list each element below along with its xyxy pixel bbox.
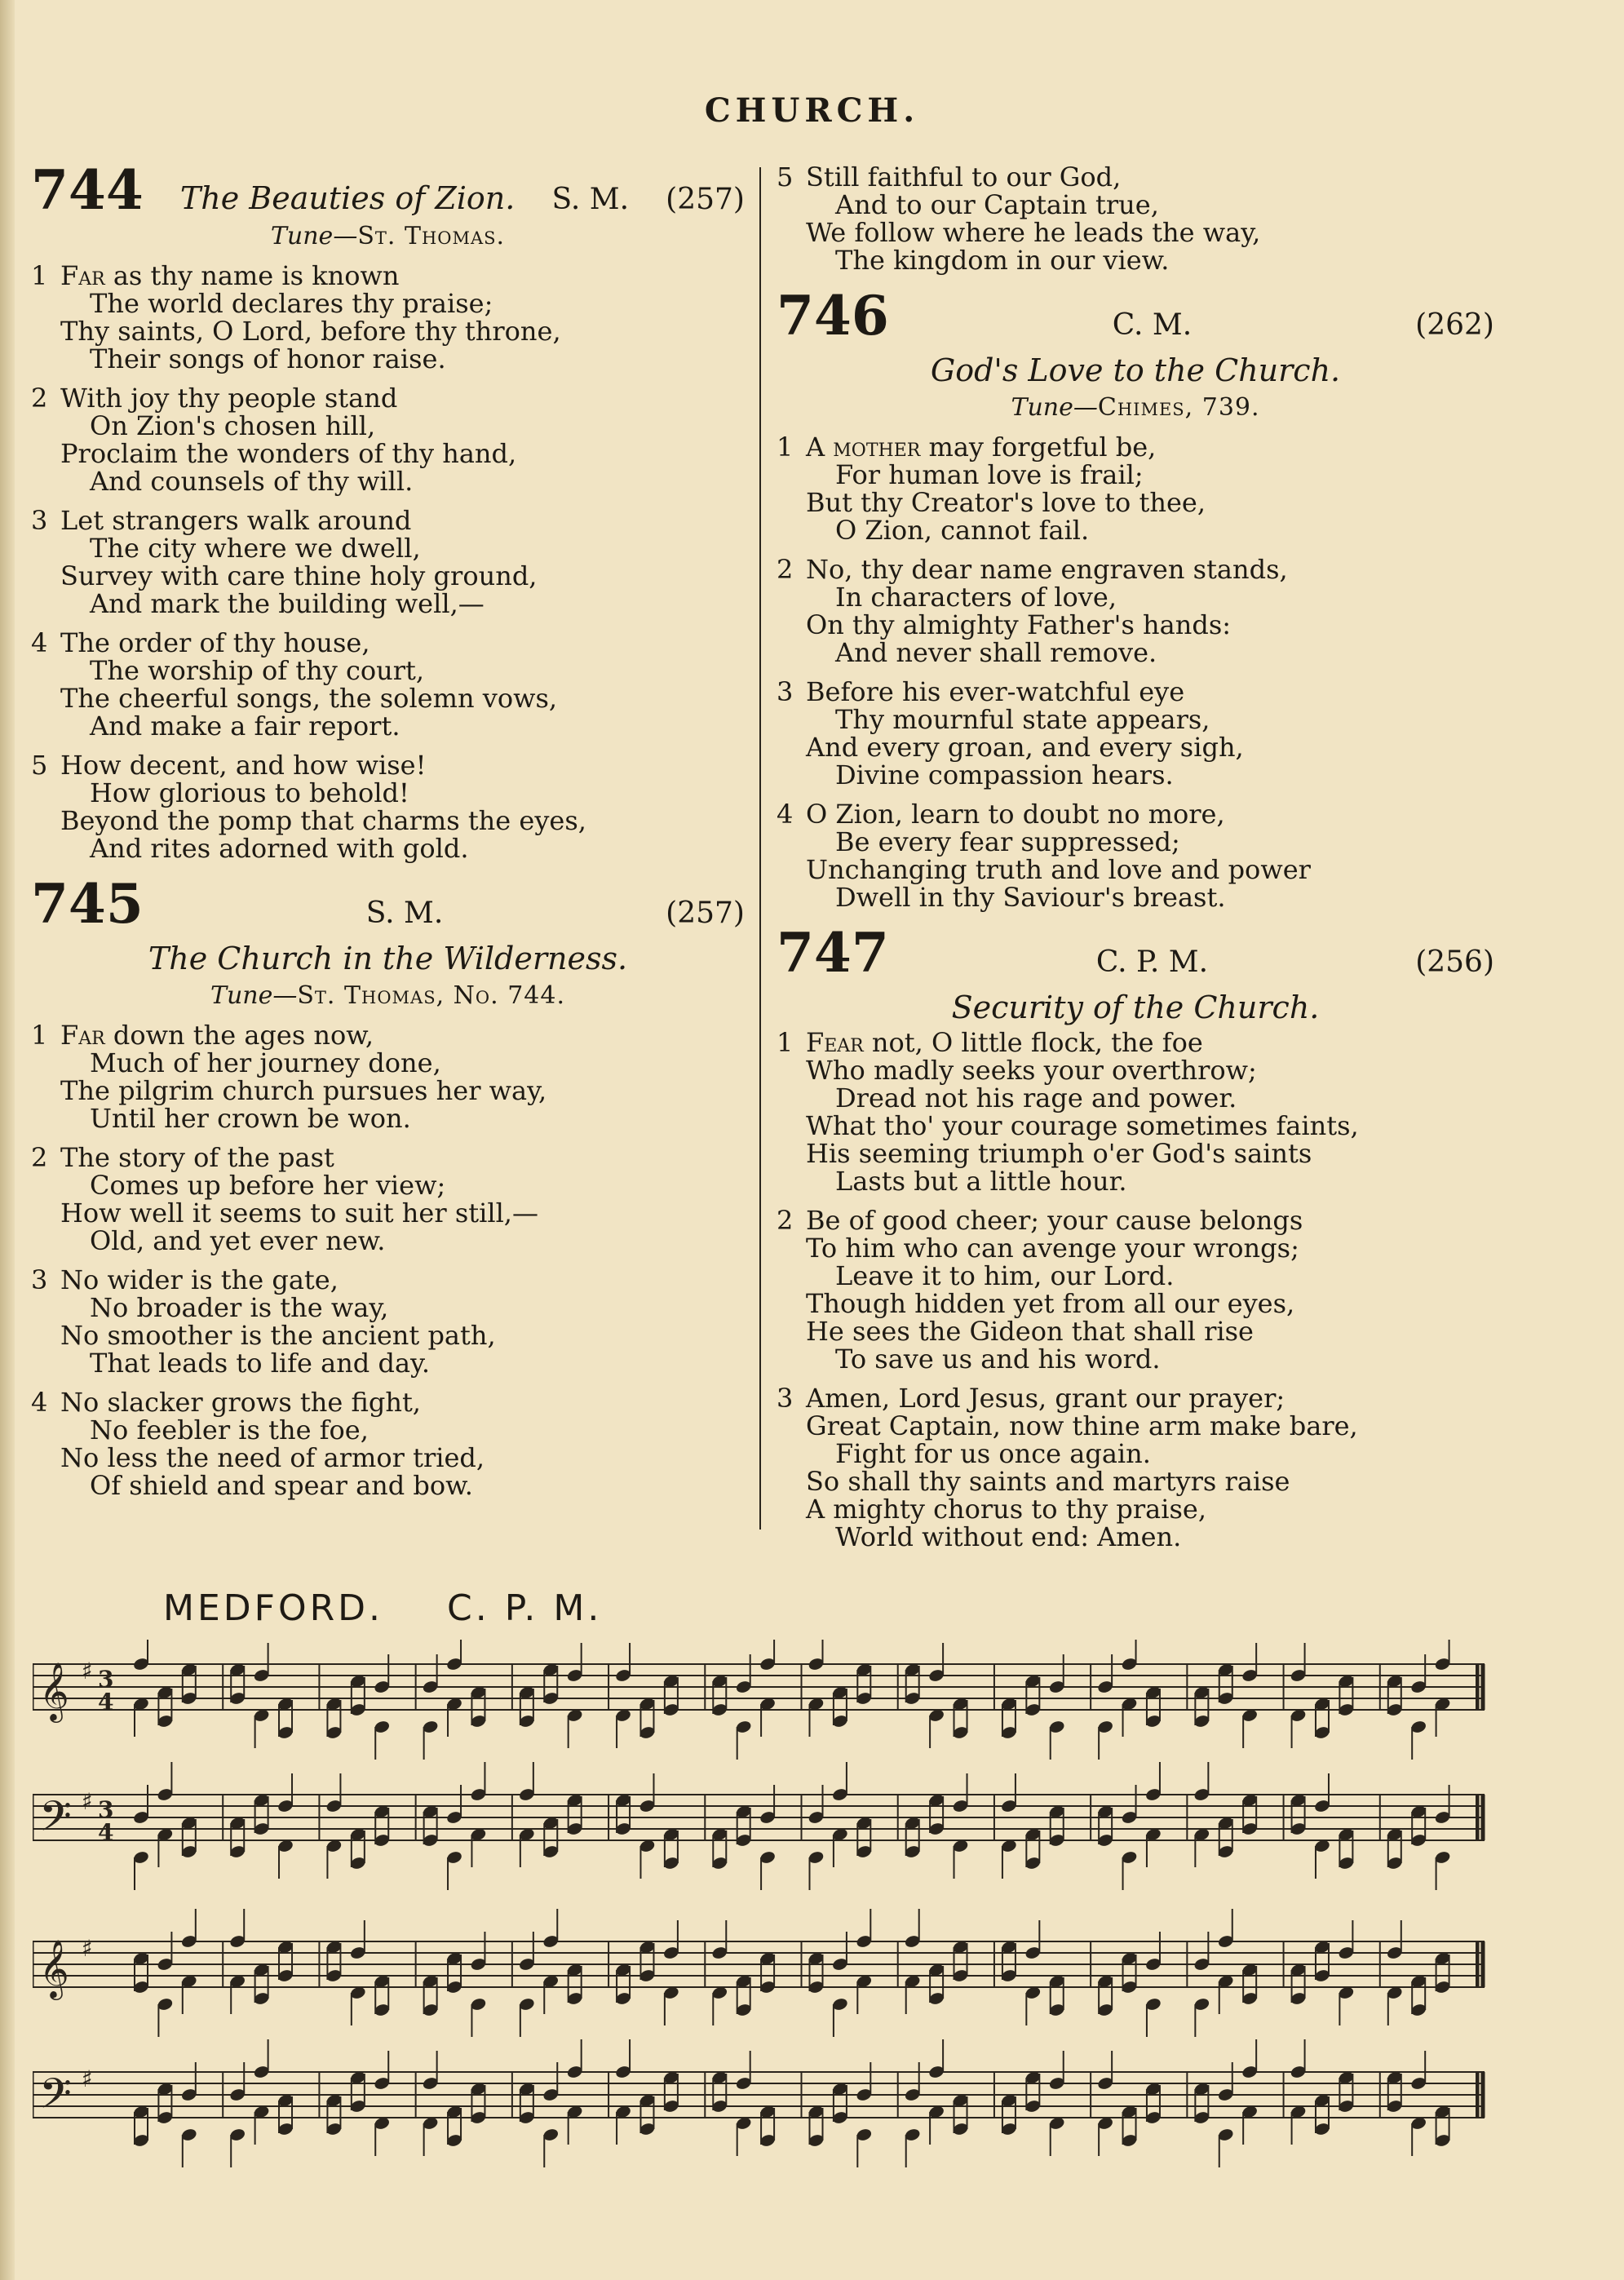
tune-label: Tune—: [270, 222, 358, 250]
page-binding-edge: [0, 0, 15, 2280]
music-tune-name: MEDFORD.: [163, 1587, 384, 1629]
verse-2: [31, 1144, 745, 1255]
verse-line: [31, 1322, 745, 1349]
verse-text: Though hidden yet from all our eyes,: [806, 1288, 1295, 1319]
hymn-meter: C. P. M.: [1095, 945, 1209, 979]
verse-text: We follow where he leads the way,: [806, 217, 1261, 248]
verse-text: Survey with care thine holy ground,: [60, 560, 538, 591]
tune-label: Tune—: [1011, 393, 1098, 422]
verse-line: [777, 1206, 1494, 1234]
verse-text: That leads to life and day.: [90, 1348, 431, 1379]
verse-line: [31, 629, 745, 657]
verse-line: [777, 856, 1494, 883]
verse-text: The kingdom in our view.: [835, 245, 1170, 276]
time-signature-bottom: 4: [98, 1819, 114, 1846]
verse-text: And never shall remove.: [835, 637, 1157, 668]
verse-line: [777, 1412, 1494, 1440]
hymn-744: [31, 158, 745, 864]
verse-text: In characters of love,: [835, 582, 1117, 613]
verse-text: Beyond the pomp that charms the eyes,: [60, 805, 586, 836]
verse-number: 1: [31, 260, 48, 291]
verse-text: And rites adorned with gold.: [90, 833, 469, 864]
sharp-icon: ♯: [82, 1935, 93, 1963]
verse-1: [31, 1021, 745, 1132]
verse-text: But thy Creator's love to thee,: [806, 487, 1206, 518]
verse-text: The story of the past: [60, 1142, 334, 1173]
clef-icon: 𝄢: [39, 1791, 72, 1851]
verse-number: 5: [31, 750, 48, 781]
verse-text: Still faithful to our God,: [806, 162, 1122, 193]
hymn-reference: (256): [1415, 945, 1494, 979]
column-divider: [759, 167, 761, 1530]
verse-line: [31, 684, 745, 712]
verse-text: No feebler is the foe,: [90, 1414, 369, 1445]
time-signature-bottom: 4: [98, 1689, 114, 1716]
verse-line: [777, 1290, 1494, 1317]
verse-text: The order of thy house,: [60, 627, 370, 658]
verse-line: [31, 1199, 745, 1227]
verse-line: [777, 1112, 1494, 1140]
verse-text: The cheerful songs, the solemn vows,: [60, 683, 558, 714]
hymn-header: [777, 921, 1494, 985]
verse-text: Be every fear suppressed;: [835, 826, 1180, 857]
verse-text: Let strangers walk around: [60, 505, 412, 536]
hymn-745-continued: [777, 163, 1494, 274]
verse-line: [777, 433, 1494, 461]
tune-name: St. Thomas, No. 744.: [297, 981, 566, 1010]
hymn-number: 746: [777, 284, 889, 348]
verse-2: [31, 384, 745, 495]
verse-line: [777, 828, 1494, 856]
running-head: CHURCH.: [704, 91, 920, 130]
verse-text: The city where we dwell,: [90, 533, 421, 564]
verse-4: [31, 1388, 745, 1499]
verse-line: [777, 800, 1494, 828]
verse-text: Until her crown be won.: [90, 1103, 411, 1134]
verse-line: [777, 611, 1494, 639]
verse-line: [31, 507, 745, 534]
hymn-title: The Church in the Wilderness.: [148, 941, 628, 976]
verse-line: [777, 163, 1494, 191]
verse-text: The pilgrim church pursues her way,: [60, 1075, 547, 1106]
verse-4: [31, 629, 745, 740]
verse-text: He sees the Gideon that shall rise: [806, 1316, 1254, 1347]
verse-line: [777, 1523, 1494, 1551]
verse-text: Unchanging truth and love and power: [806, 854, 1311, 885]
verse-line: [31, 590, 745, 618]
verse-text: Dread not his rage and power.: [835, 1082, 1237, 1113]
verse-text: His seeming triumph o'er God's saints: [806, 1138, 1312, 1169]
verse-line: [777, 1468, 1494, 1495]
verse-text: Comes up before her view;: [90, 1170, 446, 1201]
verse-line: [31, 1294, 745, 1322]
hymn-reference: (257): [666, 183, 745, 216]
verse-text: Great Captain, now thine arm make bare,: [806, 1410, 1358, 1441]
verse-line: [777, 1234, 1494, 1262]
time-signature-top: 3: [98, 1796, 114, 1823]
verse-first-word: Fear: [806, 1027, 864, 1058]
hymn-747: [777, 921, 1494, 1552]
verse-text: To him who can avenge your wrongs;: [806, 1233, 1299, 1264]
hymn-title: God's Love to the Church.: [930, 352, 1341, 388]
verse-line: [31, 290, 745, 317]
verse-line: [31, 345, 745, 373]
clef-icon: 𝄞: [39, 1938, 69, 1998]
verse-number: 4: [777, 799, 794, 830]
verse-text: A mighty chorus to thy praise,: [806, 1494, 1206, 1525]
verse-line: [777, 1140, 1494, 1167]
hymn-745: [31, 872, 745, 1501]
verse-line: [31, 1472, 745, 1499]
verse-number: 1: [31, 1020, 48, 1051]
verse-line: [31, 751, 745, 779]
verse-line: [31, 835, 745, 862]
hymn-746: [777, 284, 1494, 913]
hymn-title: Security of the Church.: [951, 989, 1320, 1025]
verse-text: No slacker grows the fight,: [60, 1387, 421, 1418]
hymn-number: 745: [31, 872, 144, 936]
verse-line: [777, 1495, 1494, 1523]
verse-line: [31, 1021, 745, 1049]
verse-3: [31, 1266, 745, 1377]
verse-text: Who madly seeks your overthrow;: [806, 1055, 1257, 1086]
verse-3: [777, 1384, 1494, 1551]
verse-text: Much of her journey done,: [90, 1047, 441, 1078]
verse-text: O Zion, learn to doubt no more,: [806, 799, 1225, 830]
verse-text: World without end: Amen.: [835, 1521, 1182, 1552]
verses: [777, 433, 1494, 911]
verse-line: [31, 1049, 745, 1077]
verse-text: How glorious to behold!: [90, 777, 409, 808]
left-column: [31, 158, 745, 1514]
verse-5: [31, 751, 745, 862]
verse-text: Proclaim the wonders of thy hand,: [60, 438, 517, 469]
tune-line: [31, 981, 745, 1010]
verse-text: And mark the building well,—: [90, 588, 485, 619]
sharp-icon: ♯: [82, 2065, 93, 2093]
verses: [31, 1021, 745, 1499]
verse-line: [777, 556, 1494, 583]
verse-text: O Zion, cannot fail.: [835, 515, 1090, 546]
verse-1: [777, 433, 1494, 544]
verse-line: [31, 712, 745, 740]
verse-first-word: Far: [60, 260, 105, 291]
verse-line: [777, 219, 1494, 246]
verse-text: Lasts but a little hour.: [835, 1166, 1127, 1197]
verse-number: 4: [31, 1387, 48, 1418]
tune-line: [777, 393, 1494, 422]
verse-number: 2: [777, 554, 794, 585]
verse-text: To save us and his word.: [835, 1344, 1161, 1375]
verse-text: No broader is the way,: [90, 1292, 389, 1323]
verse-text: may forgetful be,: [920, 432, 1157, 463]
verse-line: [777, 1384, 1494, 1412]
verse-text: down the ages now,: [104, 1020, 374, 1051]
verse-line: [777, 489, 1494, 516]
verse-text: not, O little flock, the foe: [863, 1027, 1203, 1058]
verse-number: 3: [777, 1383, 794, 1414]
verse-text: Be of good cheer; your cause belongs: [806, 1205, 1303, 1236]
verse-4: [777, 800, 1494, 911]
hymn-reference: (257): [666, 897, 745, 930]
verse-line: [777, 1440, 1494, 1468]
verse-text: What tho' your courage sometimes faints,: [806, 1110, 1359, 1141]
sharp-icon: ♯: [82, 1788, 93, 1816]
verse-line: [31, 467, 745, 495]
verse-line: [777, 1317, 1494, 1345]
verse-line: [31, 262, 745, 290]
verse-line: [31, 1105, 745, 1132]
verse-line: [31, 440, 745, 467]
clef-icon: 𝄢: [39, 2069, 72, 2128]
hymn-number: 744: [31, 158, 144, 222]
hymn-meter: S. M.: [551, 183, 630, 216]
verse-line: [777, 1345, 1494, 1373]
verse-text: Old, and yet ever new.: [90, 1225, 386, 1256]
verse-line: [777, 1084, 1494, 1112]
verse-line: [31, 1444, 745, 1472]
verse-line: [31, 1349, 745, 1377]
verse-line: [31, 384, 745, 412]
verse-line: [777, 883, 1494, 911]
verse-line: [31, 1171, 745, 1199]
verse-line: [31, 807, 745, 835]
verse-line: [31, 534, 745, 562]
verse-text: How decent, and how wise!: [60, 750, 427, 781]
hymn-title: The Beauties of Zion.: [179, 180, 516, 216]
verse-line: [777, 516, 1494, 544]
verse-1: [777, 1029, 1494, 1195]
verse-text: And counsels of thy will.: [90, 466, 414, 497]
verse-line: [777, 461, 1494, 489]
music-tune-title: [163, 1587, 602, 1629]
verse-text: as thy name is known: [104, 260, 400, 291]
verse-line: [777, 1056, 1494, 1084]
verse-number: 3: [777, 676, 794, 707]
verse-line: [31, 412, 745, 440]
verse-text: And every groan, and every sigh,: [806, 732, 1244, 763]
hymn-reference: (262): [1415, 308, 1494, 342]
verse-text: And to our Captain true,: [835, 189, 1159, 220]
verses: [31, 262, 745, 862]
verse-first-word: A mother: [806, 432, 921, 463]
hymn-header: [31, 158, 745, 222]
verse-text: The worship of thy court,: [90, 655, 425, 686]
verse-line: [31, 1416, 745, 1444]
verse-text: No smoother is the ancient path,: [60, 1320, 496, 1351]
verse-3: [31, 507, 745, 618]
verse-text: Thy mournful state appears,: [835, 704, 1210, 735]
verse-line: [31, 1227, 745, 1255]
verse-text: Before his ever-watchful eye: [806, 676, 1185, 707]
verse-5: [777, 163, 1494, 274]
verse-line: [777, 733, 1494, 761]
verse-text: With joy thy people stand: [60, 383, 398, 414]
verse-line: [777, 1167, 1494, 1195]
tune-name: Chimes, 739.: [1097, 393, 1260, 422]
tune-label: Tune—: [210, 981, 298, 1010]
verse-text: Fight for us once again.: [835, 1438, 1151, 1469]
verse-number: 5: [777, 162, 794, 193]
verse-line: [777, 706, 1494, 733]
verse-text: No less the need of armor tried,: [60, 1442, 485, 1473]
verse-text: Divine compassion hears.: [835, 759, 1174, 790]
verse-line: [31, 1266, 745, 1294]
tune-name: St. Thomas.: [357, 222, 506, 250]
verse-line: [31, 1144, 745, 1171]
verse-line: [777, 1029, 1494, 1056]
verse-number: 1: [777, 432, 794, 463]
hymn-number: 747: [777, 921, 889, 985]
verse-text: And make a fair report.: [90, 711, 400, 742]
verse-text: Leave it to him, our Lord.: [835, 1260, 1175, 1291]
verse-line: [777, 246, 1494, 274]
verses: [777, 163, 1494, 274]
verse-line: [31, 1077, 745, 1105]
verse-text: So shall thy saints and martyrs raise: [806, 1466, 1290, 1497]
tune-line: [31, 222, 745, 250]
verse-line: [31, 779, 745, 807]
verse-number: 2: [31, 1142, 48, 1173]
verse-line: [31, 317, 745, 345]
verse-number: 3: [31, 505, 48, 536]
verse-text: On Zion's chosen hill,: [90, 410, 376, 441]
verse-text: Dwell in thy Saviour's breast.: [835, 882, 1226, 913]
music-tune-meter: C. P. M.: [447, 1587, 603, 1629]
verse-text: Thy saints, O Lord, before thy throne,: [60, 316, 561, 347]
right-column: [777, 163, 1494, 1565]
verse-3: [777, 678, 1494, 789]
verse-line: [31, 562, 745, 590]
sheet-music: [33, 1640, 1501, 2260]
hymn-header: [31, 872, 745, 936]
verse-number: 2: [31, 383, 48, 414]
verse-2: [777, 1206, 1494, 1373]
verse-line: [777, 191, 1494, 219]
verse-1: [31, 262, 745, 373]
verse-number: 4: [31, 627, 48, 658]
verse-line: [777, 678, 1494, 706]
verse-text: Of shield and spear and bow.: [90, 1470, 473, 1501]
verses: [777, 1029, 1494, 1551]
hymn-meter: S. M.: [365, 897, 444, 930]
verse-text: The world declares thy praise;: [90, 288, 493, 319]
verse-number: 2: [777, 1205, 794, 1236]
verse-number: 3: [31, 1264, 48, 1295]
sharp-icon: ♯: [82, 1658, 93, 1685]
time-signature-top: 3: [98, 1666, 114, 1693]
hymn-header: [777, 284, 1494, 348]
verse-text: Amen, Lord Jesus, grant our prayer;: [806, 1383, 1285, 1414]
verse-line: [31, 1388, 745, 1416]
verse-line: [777, 639, 1494, 666]
verse-line: [31, 657, 745, 684]
verse-text: On thy almighty Father's hands:: [806, 609, 1232, 640]
verse-line: [777, 1262, 1494, 1290]
verse-text: No, thy dear name engraven stands,: [806, 554, 1288, 585]
verse-line: [777, 761, 1494, 789]
clef-icon: 𝄞: [39, 1661, 69, 1720]
verse-first-word: Far: [60, 1020, 105, 1051]
verse-text: How well it seems to suit her still,—: [60, 1198, 538, 1229]
verse-text: For human love is frail;: [835, 459, 1144, 490]
verse-text: No wider is the gate,: [60, 1264, 339, 1295]
verse-text: Their songs of honor raise.: [90, 343, 446, 374]
hymn-meter: C. M.: [1112, 308, 1193, 342]
verse-number: 1: [777, 1027, 794, 1058]
verse-2: [777, 556, 1494, 666]
verse-line: [777, 583, 1494, 611]
